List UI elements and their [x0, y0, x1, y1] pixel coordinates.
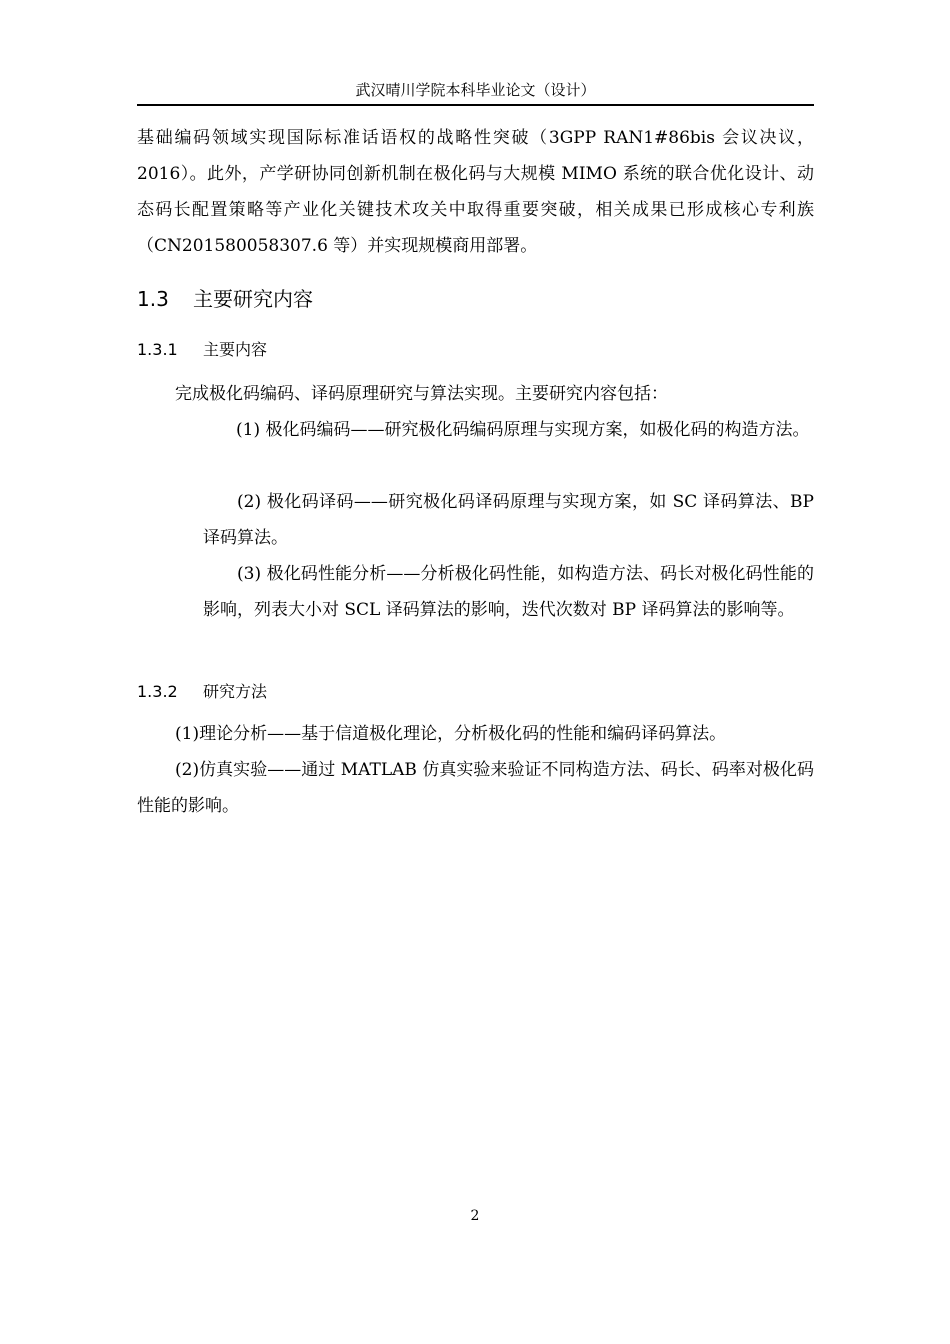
- intro-paragraph: 完成极化码编码、译码原理研究与算法实现。主要研究内容包括：: [175, 384, 668, 404]
- subsection-title: 主要内容: [203, 340, 268, 359]
- section-heading: [137, 284, 313, 314]
- section-number: 1.3: [137, 287, 169, 311]
- subsection-number: 1.3.2: [137, 682, 178, 701]
- subsection-title: 研究方法: [203, 682, 268, 701]
- subsection-heading-2: [137, 680, 267, 704]
- running-header: 武汉晴川学院本科毕业论文（设计）: [355, 81, 596, 99]
- list-item: (1) 极化码编码——研究极化码编码原理与实现方案，如极化码的构造方法。: [236, 420, 810, 440]
- method-item: (2)仿真实验——通过 MATLAB 仿真实验来验证不同构造方法、码长、码率对极化码性能的影响。: [137, 760, 814, 816]
- header-divider: [137, 104, 814, 106]
- section-title: 主要研究内容: [193, 287, 313, 311]
- continuation-paragraph: 基础编码领域实现国际标准话语权的战略性突破（3GPP RAN1#86bis 会议决议，2016）。此外，产学研协同创新机制在极化码与大规模 MIMO 系统的联合优化设计、动态码长配置策略等产业化关键技术攻关中取得重要突破，相关成果已形成核心专利族（CN201580058307.6 等）并实现规模商用部署。: [137, 128, 814, 256]
- method-item: (1)理论分析——基于信道极化理论，分析极化码的性能和编码译码算法。: [175, 724, 727, 744]
- subsection-number: 1.3.1: [137, 340, 178, 359]
- list-item: (2) 极化码译码——研究极化码译码原理与实现方案，如 SC 译码算法、BP 译码算法。: [203, 492, 814, 548]
- list-item: (3) 极化码性能分析——分析极化码性能，如构造方法、码长对极化码性能的影响，列表大小对 SCL 译码算法的影响，迭代次数对 BP 译码算法的影响等。: [203, 564, 814, 620]
- subsection-heading-1: [137, 338, 267, 362]
- page-number: 2: [470, 1208, 480, 1224]
